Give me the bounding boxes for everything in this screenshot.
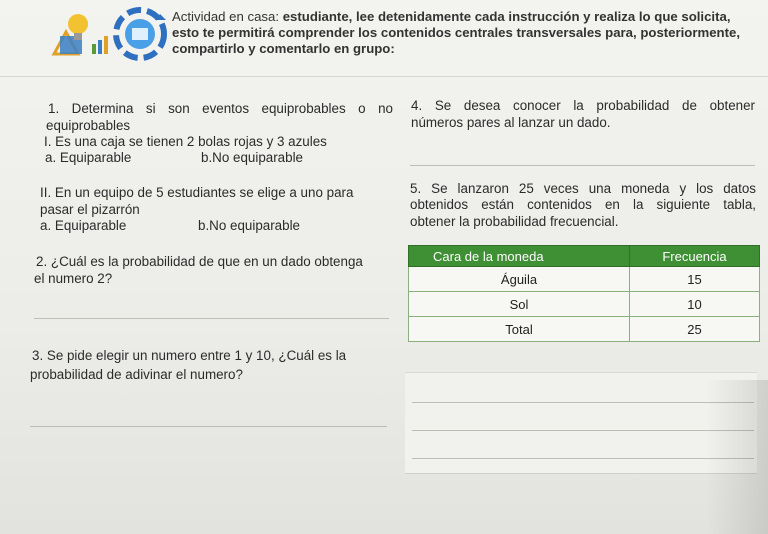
table-cell-frequency: 25 <box>630 317 760 342</box>
math-tools-logo-icon <box>48 6 168 62</box>
q4-line2: números pares al lanzar un dado. <box>411 115 611 130</box>
table-cell-face: Sol <box>409 292 630 317</box>
table-cell-frequency: 10 <box>630 292 760 317</box>
q4-answer-line[interactable] <box>410 165 755 166</box>
q1-ii-option-a[interactable]: a. Equiparable <box>40 218 127 233</box>
q1-i-option-b[interactable]: b.No equiparable <box>201 150 303 165</box>
q5-line1: 5. Se lanzaron 25 veces una moneda y los datos <box>410 181 756 196</box>
table-row <box>409 317 760 342</box>
header-intro: Actividad en casa: <box>172 9 283 24</box>
q1-line2: equiprobables <box>46 118 131 133</box>
frequency-table <box>408 245 760 342</box>
q1-ii-line1: II. En un equipo de 5 estudiantes se elige a uno para <box>40 185 354 200</box>
table-header-face: Cara de la moneda <box>409 246 630 267</box>
header-bold: estudiante, lee detenidamente cada instrucción y realiza lo que solicita, esto te permitirá comprender los contenidos centrales transversales para, posteriormente, compartirlo y comentarlo en grupo: <box>172 9 740 56</box>
q1-i-option-a[interactable]: a. Equiparable <box>45 150 132 165</box>
q1-ii-option-b[interactable]: b.No equiparable <box>198 218 300 233</box>
q2-line2: el numero 2? <box>34 271 113 286</box>
table-header-frequency: Frecuencia <box>630 246 760 267</box>
q5-answer-line[interactable] <box>412 458 754 459</box>
page-shadow <box>706 380 768 534</box>
q5-line2: obtenidos están contenidos en la siguiente tabla, <box>410 197 756 212</box>
q2-line1: 2. ¿Cuál es la probabilidad de que en un dado obtenga <box>36 254 363 269</box>
q1-i-text: I. Es una caja se tienen 2 bolas rojas y 3 azules <box>44 134 327 149</box>
q3-line2: probabilidad de adivinar el numero? <box>30 367 243 382</box>
q3-line1: 3. Se pide elegir un numero entre 1 y 10, ¿Cuál es la <box>32 348 347 363</box>
q5-line3: obtener la probabilidad frecuencial. <box>410 214 619 229</box>
q5-answer-line[interactable] <box>412 430 754 431</box>
table-row <box>409 267 760 292</box>
table-header-row <box>409 246 760 267</box>
q3-answer-line[interactable] <box>30 426 387 427</box>
header-instructions <box>172 9 758 57</box>
q1-line1: 1. Determina si son eventos equiprobables o no <box>48 101 393 116</box>
q1-ii-line2: pasar el pizarrón <box>40 202 140 217</box>
q2-answer-line[interactable] <box>34 318 389 319</box>
q5-answer-line[interactable] <box>412 402 754 403</box>
table-cell-face: Águila <box>409 267 630 292</box>
table-cell-frequency: 15 <box>630 267 760 292</box>
table-row <box>409 292 760 317</box>
table-cell-face: Total <box>409 317 630 342</box>
q4-line1: 4. Se desea conocer la probabilidad de obtener <box>411 98 755 113</box>
header-divider <box>0 76 768 77</box>
